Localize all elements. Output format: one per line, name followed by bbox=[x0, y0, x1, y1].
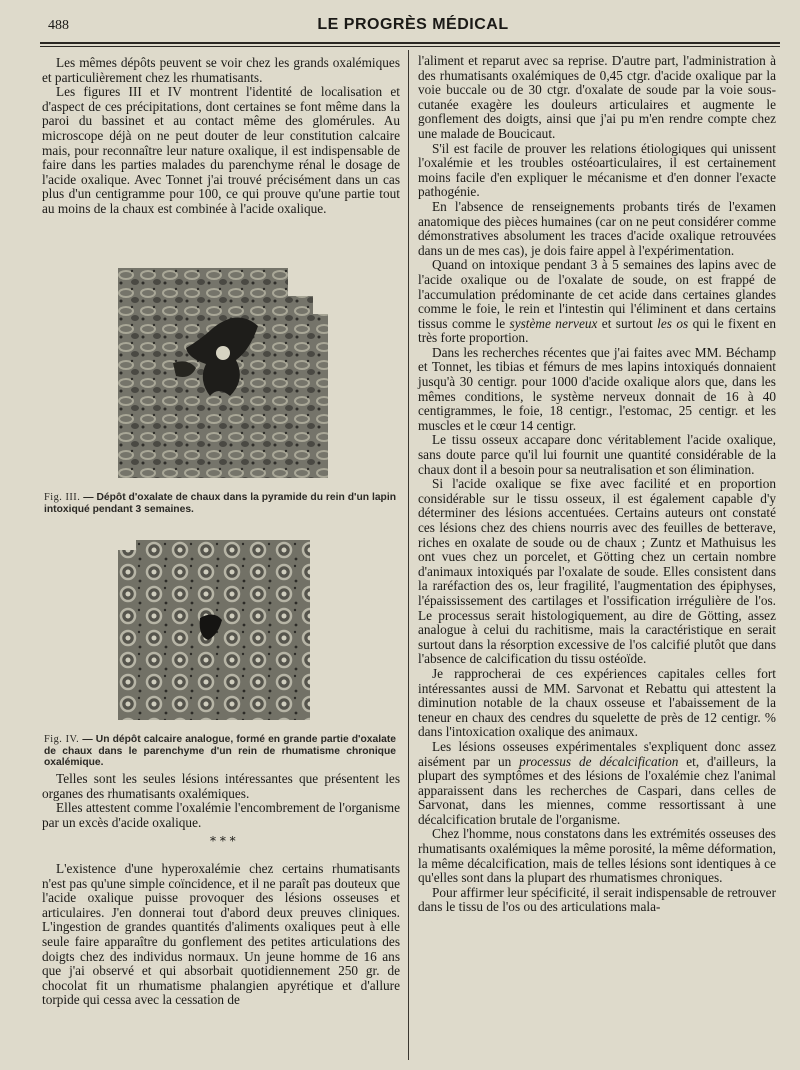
paragraph bbox=[418, 258, 776, 346]
paragraph: Les mêmes dépôts peuvent se voir chez les grands oxalémiques et particulièrement chez les rhumatisants. bbox=[42, 55, 400, 85]
paragraph: Les figures III et IV montrent l'identité de localisation et d'aspect de ces précipitations, dont certaines se font même dans la paroi du bassinet et au contact même des glomérules. Au microscope déjà on ne peut douter de leur constitution calcaire mais, pour reconnaître leur nature oxalique, il est indispensable de faire dans les parties malades du parenchyme rénal le dosage de l'acide oxalique. Avec Tonnet j'ai trouvé précisément dans un cas plus d'un centigramme pour 100, ce qui prouve qu'une partie tout au moins de la chaux est combinée à l'acide oxalique. bbox=[42, 84, 400, 216]
section-separator: * * * bbox=[210, 834, 236, 848]
paragraph: Telles sont les seules lésions intéressantes que présentent les organes des rhumatisants oxalémiques. bbox=[42, 771, 400, 801]
text-run: Les lésions osseuses expérimentales s'expliquent donc assez aisément par un bbox=[418, 738, 776, 769]
left-column-bottom bbox=[42, 862, 400, 1008]
kidney-pyramid-image bbox=[118, 268, 328, 478]
journal-title: LE PROGRÈS MÉDICAL bbox=[317, 16, 509, 33]
text-run: Quand on intoxique pendant 3 à 5 semaines des lapins avec de l'acide oxalique ou de l'oxalate de soude, on est frappé de l'accumulation prédominante de cet acide dans certaines glandes comme le foie, le rein et l'intestin qui l'éliminent et dans certains tissus comme le bbox=[418, 257, 776, 331]
paragraph: Pour affirmer leur spécificité, il serait indispensable de retrouver dans le tissu de l'os ou des articulations mala- bbox=[418, 884, 776, 915]
right-column bbox=[418, 54, 776, 915]
text-run: qui le fixent en très forte proportion. bbox=[418, 315, 776, 346]
figure-label: Fig. IV. bbox=[44, 734, 80, 745]
left-column-top bbox=[42, 56, 400, 217]
figure-label: Fig. III. bbox=[44, 492, 81, 503]
italic-run: processus de décalcification bbox=[519, 753, 679, 769]
figure-3-micrograph bbox=[118, 268, 328, 478]
paragraph: L'existence d'une hyperoxalémie chez certains rhumatisants n'est pas qu'une simple coïncidence, et il ne paraît pas douteux que l'acide oxalique puisse provoquer des lésions osseuses et articulaires. J'en donnerai tout d'abord deux preuves cliniques. L'ingestion de grandes quantités d'aliments oxaliques peut à elle seule faire apparaître du gonflement des petites articulations des doigts chez des individus normaux. Un jeune homme de 16 ans que j'ai observé et qui absorbait quotidiennement 250 gr. de chocolat fit un rhumatisme phalangien apyrétique et d'allure torpide qui cessa avec la cessation de bbox=[42, 861, 400, 1008]
header-rule bbox=[40, 42, 780, 44]
left-column-middle bbox=[42, 772, 400, 830]
paragraph: En l'absence de renseignements probants tirés de l'examen anatomique des pièces humaines (car on ne peut considérer comme démonstratives absolument les traces d'acide oxalique retrouvées dans un de mes cas), je dois faire appel à l'expérimentation. bbox=[418, 198, 776, 258]
figure-3-caption bbox=[44, 492, 396, 515]
caption-text: — Dépôt d'oxalate de chaux dans la pyramide du rein d'un lapin intoxiqué pendant 3 semaines. bbox=[44, 492, 396, 515]
paragraph: Elles attestent comme l'oxalémie l'encombrement de l'organisme par un excès d'acide oxalique. bbox=[42, 800, 400, 830]
caption-text: — Un dépôt calcaire analogue, formé en grande partie d'oxalate de chaux dans le parenchyme d'un rein de rhumatisme chronique oxalémique. bbox=[44, 734, 396, 768]
paragraph: S'il est facile de prouver les relations étiologiques qui unissent l'oxalémie et les troubles ostéoarticulaires, il est certainement moins facile d'en expliquer le mécanisme et d'en donner l'exacte pathogénie. bbox=[418, 140, 776, 200]
text-run: et surtout bbox=[597, 315, 658, 331]
paragraph: Je rapprocherai de ces expériences capitales celles fort intéressantes aussi de MM. Sarvonat et Rebattu qui attestent la diminution notable de la chaux osseuse et l'abaissement de la teneur en chaux des cendres du squelette de près de 12 centigr. % dans l'intoxication oxalique des animaux. bbox=[418, 665, 776, 740]
paragraph: Le tissu osseux accapare donc véritablement l'acide oxalique, sans doute parce qu'il lui fournit une quantité considérable de la chaux dont il a besoin pour sa neutralisation et son élimination. bbox=[418, 432, 776, 477]
figure-4-caption bbox=[44, 734, 396, 769]
italic-run: système nerveux bbox=[509, 315, 598, 331]
header-rule-thin bbox=[40, 46, 780, 47]
paragraph: Chez l'homme, nous constatons dans les extrémités osseuses des rhumatisants oxalémiques la même porosité, la même déformation, la même décalcification, mais de telles lésions sont identiques à ce qu'elles sont dans la plupart des rhumatismes chroniques. bbox=[418, 826, 776, 886]
paragraph bbox=[418, 740, 776, 828]
paragraph: l'aliment et reparut avec sa reprise. D'autre part, l'administration à des rhumatisants oxalémiques de 0,45 ctgr. d'acide oxalique par la voie buccale ou de 30 ctgr. d'oxalate de soude par la voie sous-cutanée exagère les douleurs articulaires et augmente le gonflement des doigts, ainsi que j'ai pu m'en rendre compte chez une malade de Boucicaut. bbox=[418, 53, 776, 141]
paragraph: Si l'acide oxalique se fixe avec facilité et en proportion considérable sur le tissu osseux, il est également capable d'y déterminer des lésions accentuées. Certains auteurs ont constaté ces lésions chez des chiens nourris avec des feuilles de betterave, riches en oxalate de soude ou de chaux ; Zuntz et Mathuisus les ont vues chez un porcelet, et Götting chez un certain nombre d'animaux intoxiqués par l'oxalate de soude. Elles consistent dans la raréfaction des os, leur fragilité, l'augmentation des épiphyses, l'épaississement des cartilages et l'ossification irrégulière de l'os. Le processus serait histologiquement, au dire de Götting, assez analogue à celui du rachitisme, mais la caractéristique en serait surtout dans la résorption excessive de l'os calcifié plutôt que dans l'absence de calcification du tissu ostéoïde. bbox=[418, 476, 776, 667]
figure-4-micrograph bbox=[118, 540, 310, 720]
column-divider bbox=[408, 50, 409, 1060]
page-number: 488 bbox=[48, 18, 69, 33]
text-run: et, d'ailleurs, la plupart des symptômes et des lésions de l'oxalémie chez l'animal apparaissent dans les recherches de Caspari, dans celles de Sarvonat, dans les miennes, comme ressortissant à une décalcification brutale de l'organisme. bbox=[418, 753, 776, 827]
kidney-parenchyma-image bbox=[118, 540, 310, 720]
paragraph: Dans les recherches récentes que j'ai faites avec MM. Béchamp et Tonnet, les tibias et fémurs de mes lapins intoxiqués donnaient jusqu'à 30 centigr. pour 1000 d'acide oxalique alors que, dans les mêmes conditions, le système nerveux donnait de 16 à 40 centigrammes, le foie, 18 centigr., l'estomac, 25 centigr. et les muscles et le cœur 14 centigr. bbox=[418, 344, 776, 433]
italic-run: les os bbox=[657, 315, 689, 331]
page-header bbox=[48, 18, 778, 40]
